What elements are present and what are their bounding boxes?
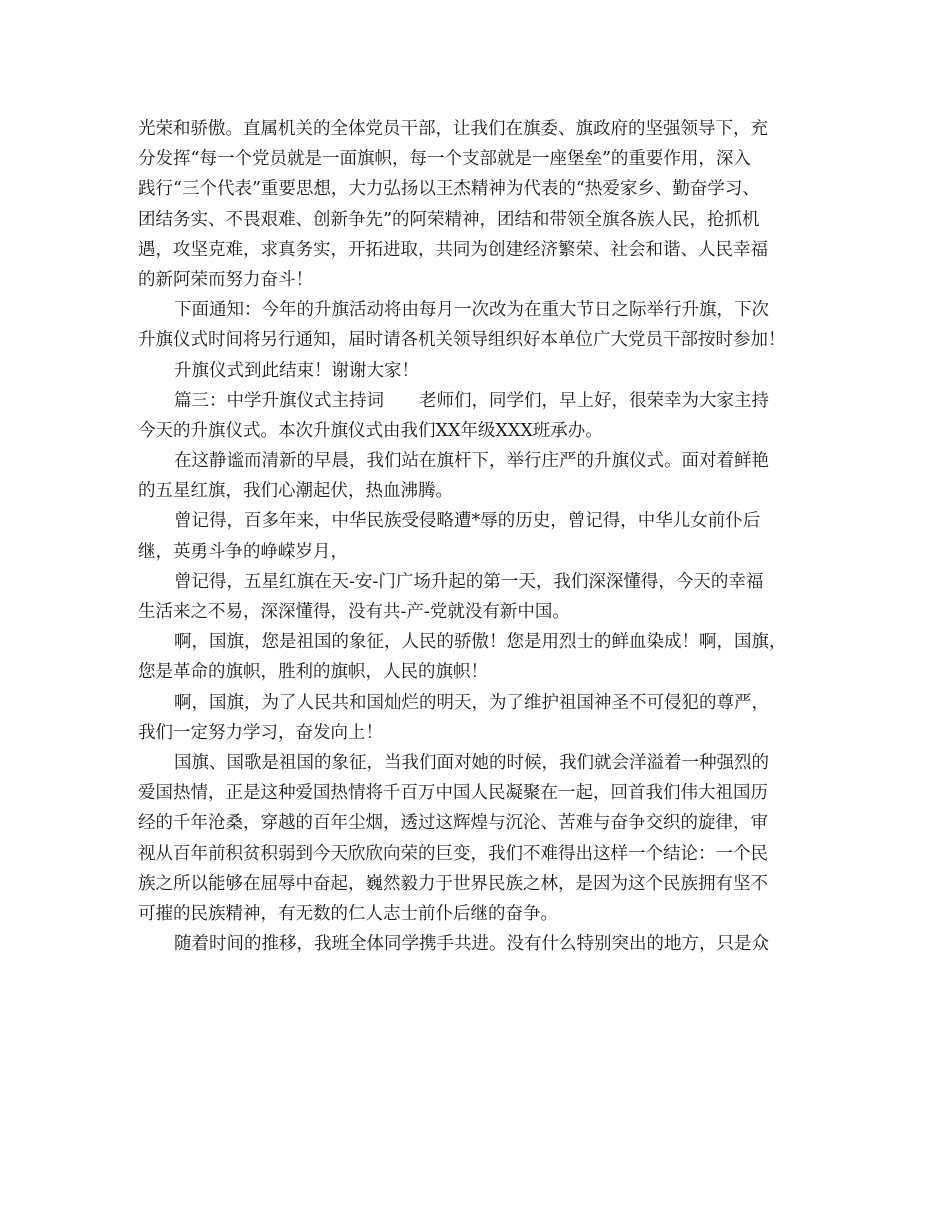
- text-line: 在这静谧而清新的早晨，我们站在旗杆下，举行庄严的升旗仪式。面对着鲜艳: [174, 451, 769, 472]
- text-line: 可摧的民族精神，有无数的仁人志士前仆后继的奋争。: [138, 903, 558, 924]
- text-line: 生活来之不易，深深懂得，没有共-产-党就没有新中国。: [138, 602, 570, 622]
- text-line: 今天的升旗仪式。本次升旗仪式由我们XX年级XXX班承办。: [138, 420, 603, 441]
- text-line: 您是革命的旗帜，胜利的旗帜，人民的旗帜！: [138, 662, 488, 683]
- text-line: 践行“三个代表”重要思想，大力弘扬以王杰精神为代表的“热爱家乡、勤奋学习、: [138, 179, 760, 200]
- text-line: 曾记得，五星红旗在天-安-门广场升起的第一天，我们深深懂得，今天的幸福: [174, 571, 764, 592]
- text-line: 遇，攻坚克难，求真务实，开拓进取，共同为创建经济繁荣、社会和谐、人民幸福: [138, 239, 768, 260]
- text-line: 的五星红旗，我们心潮起伏，热血沸腾。: [138, 481, 453, 502]
- text-line: 爱国热情，正是这种爱国热情将千百万中国人民凝聚在一起，回首我们伟大祖国历: [138, 783, 768, 804]
- text-line: 升旗仪式到此结束！谢谢大家！: [174, 360, 419, 381]
- text-line: 的新阿荣而努力奋斗！: [138, 269, 313, 290]
- text-line: 国旗、国歌是祖国的象征，当我们面对她的时候，我们就会洋溢着一种强烈的: [174, 752, 769, 773]
- text-line: 下面通知：今年的升旗活动将由每月一次改为在重大节日之际举行升旗，下次: [174, 300, 769, 321]
- text-line: 视从百年前积贫积弱到今天欣欣向荣的巨变，我们不难得出这样一个结论：一个民: [138, 843, 768, 864]
- text-line: 啊，国旗，为了人民共和国灿烂的明天，为了维护祖国神圣不可侵犯的尊严，: [174, 692, 769, 713]
- text-line: 光荣和骄傲。直属机关的全体党员干部，让我们在旗委、旗政府的坚强领导下，充: [138, 119, 768, 139]
- text-line: 分发挥“每一个党员就是一面旗帜，每一个支部就是一座堡垒”的重要作用，深入: [138, 149, 751, 170]
- text-line: 团结务实、不畏艰难、创新争先”的阿荣精神，团结和带领全旗各族人民，抢抓机: [138, 209, 760, 230]
- text-line: 经的千年沧桑，穿越的百年尘烟，透过这辉煌与沉沦、苦难与奋争交织的旋律，审: [138, 813, 768, 834]
- text-line: 我们一定努力学习，奋发向上！: [138, 722, 383, 743]
- text-line: 继，英勇斗争的峥嵘岁月，: [138, 541, 348, 562]
- document-body: [138, 114, 822, 959]
- text-line: 升旗仪式时间将另行通知，届时请各机关领导组织好本单位广大党员干部按时参加！: [138, 330, 786, 351]
- text-line: 族之所以能够在屈辱中奋起，巍然毅力于世界民族之林，是因为这个民族拥有坚不: [138, 873, 768, 894]
- text-line: 篇三：中学升旗仪式主持词 老师们，同学们，早上好，很荣幸为大家主持: [174, 390, 769, 411]
- text-line: 随着时间的推移，我班全体同学携手共进。没有什么特别突出的地方，只是众: [174, 934, 769, 955]
- text-line: 曾记得，百多年来，中华民族受侵略遭*辱的历史，曾记得，中华儿女前仆后: [174, 511, 761, 532]
- text-line: 啊，国旗，您是祖国的象征，人民的骄傲！您是用烈士的鲜血染成！啊，国旗，: [174, 632, 787, 653]
